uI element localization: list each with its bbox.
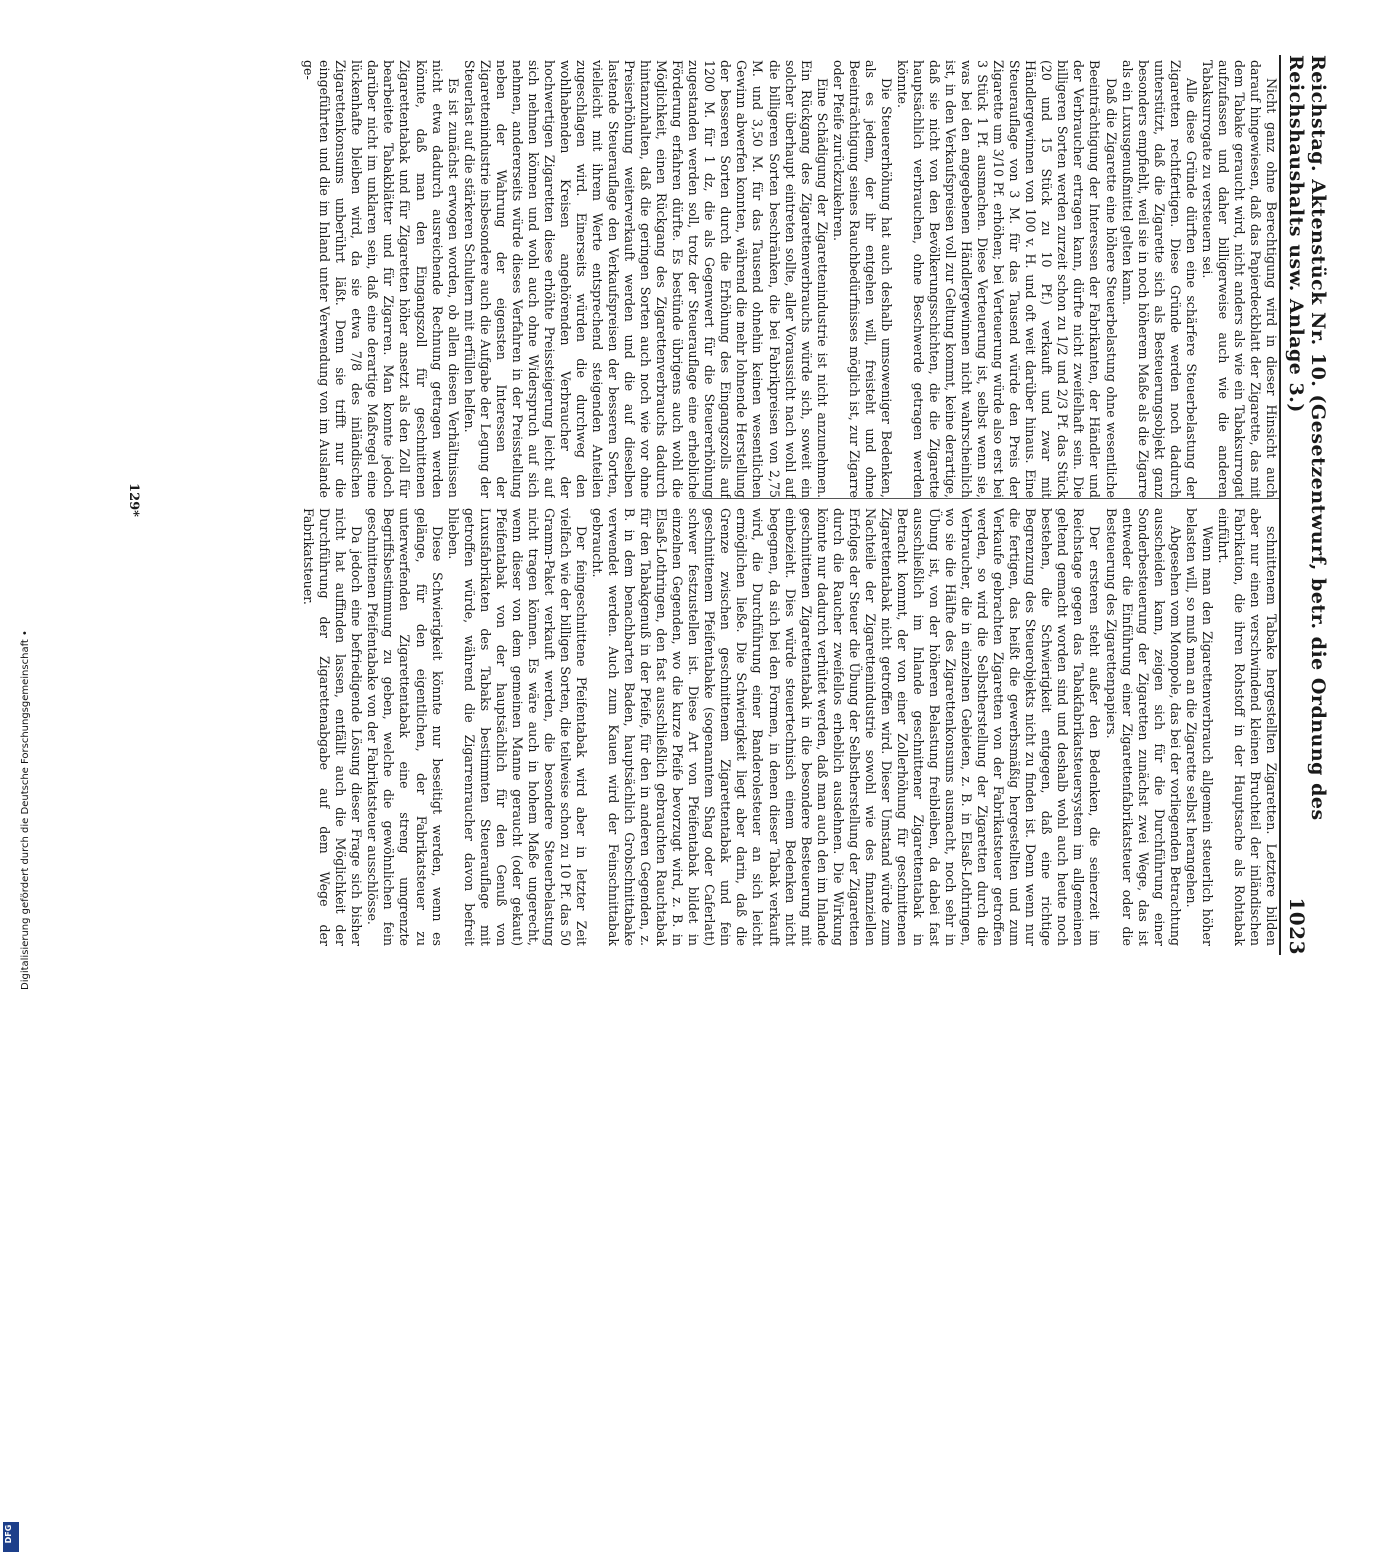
paragraph: Der ersteren steht außer den Bedenken, die seinerzeit im Reichstage gegen das Tabakfabrikatsteuersystem im allgemeinen geltend gemacht worden sind und deshalb wohl auch heute noch bestehen, die Schwierigkeit entgegen, daß eine richtige Begrenzung des Steuerobjekts nicht zu finden ist. Denn wenn nur die fertigen, das heißt die gewerbsmäßig hergestellten und zum Verkaufe gebrachten Zigaretten von der Fabrikatsteuer getroffen werden, so wird die Selbstherstellung der Zigaretten durch die Verbraucher, die in einzelnen Gebieten, z. B. in Elsaß-Lothringen, wo sie die Hälfte des Zigarettenkonsums ausmacht, noch sehr in Übung ist, von der höheren Belastung freibleiben, da dabei fast ausschließlich im Inlande geschnittener Zigarettentabak in Betracht kommt, der von einer Zollerhöhung für geschnittenen Zigarettentabak nicht getroffen wird. Dieser Umstand würde zum Nachteile der Zigarettenindustrie sowohl wie des finanziellen Erfolges der Steuer die Übung der Selbstherstellung der Zigaretten durch die Raucher zweifellos erheblich ausdehnen. Die Wirkung könnte nur dadurch verhütet werden, daß man auch den im Inlande geschnittenen Zigarettentabak in die besondere Besteuerung mit einbezieht. Dies würde steuertechnisch einem Bedenken nicht begegnen, da sich bei den Formen, in denen dieser Tabak verkauft wird, die Durchführung einer Banderolesteuer an sich leicht ermöglichen ließe. Die Schwierigkeit liegt aber darin, daß die Grenze zwischen geschnittenem Zigarettentabak und fein geschnittenem Pfeifentabake (sogenanntem Shag oder Caferlatt) schwer festzustellen ist. Diese Art von Pfeifentabak bildet in einzelnen Gegenden, wo die kurze Pfeife bevorzugt wird, z. B. in Elsaß-Lothringen, den fast ausschließlich gebrauchten Rauchtabak für den Tabakgenuß in der Pfeife, für den in anderen Gegenden, z. B. in dem benachbarten Baden, hauptsächlich Grobschnittabake verwendet werden. Auch zum Kauen wird der Feinschnittabak gebraucht. [590,508,1103,946]
page-header [1279,55,1329,955]
paragraph: Diese Schwierigkeit könnte nur beseitigt werden, wenn es gelänge, für den eigentlichen, der Fabrikatsteuer zu unterwerfenden Zigarettentabak eine streng umgrenzte Begriffsbestimmung zu geben, welche die gewöhnlichen fein geschnittenen Pfeifentabake von der Fabrikatsteuer ausschlösse. [365,508,445,946]
svg-text:DFG: DFG [4,1524,13,1544]
paragraph: Es ist zunächst erwogen worden, ob allen diesen Verhältnissen nicht etwa dadurch ausreichende Rechnung getragen werden könnte, daß man den Eingangszoll für geschnittenen Zigarettentabak und für Zigaretten höher ansetzt als den Zoll für bearbeitete Tabakblätter und für Zigarren. Man konnte jedoch darüber nicht im unklaren sein, daß eine derartige Maßregel eine lückenhafte bleiben wird, da sie etwa 7/8 des inländischen Zigarettenkonsums unberührt läßt. Denn sie trifft nur die eingeführten und die im Inland unter Verwendung von im Auslande ge- [301,60,461,498]
paragraph: Alle diese Gründe dürften eine schärfere Steuerbelastung der Zigaretten rechtfertigen. Diese Gründe werden noch dadurch unterstützt, daß die Zigarette sich als Besteuerungsobjekt ganz besonders empfiehlt, weil sie in noch höherem Maße als die Zigarre als ein Luxusgenußmittel gelten kann. [1119,60,1199,498]
page-mark: 129* [126,483,141,517]
column-divider [689,498,1279,499]
paragraph: Eine Schädigung der Zigarettenindustrie ist nicht anzunehmen. Ein Rückgang des Zigarettenverbrauchs würde sich, soweit ein solcher überhaupt eintreten sollte, aller Voraussicht nach wohl auf die billigeren Sorten beschränken, die bei Fabrikpreisen von 2,75 M. und 3,50 M. für das Tausend ohnehin keinen wesentlichen Gewinn abwerfen konnten, während die mehr lohnende Herstellung der besseren Sorten durch die Erhöhung des Eingangszolls auf 1200 M. für 1 dz, die als Gegenwert für die Steuererhöhung zugestanden werden soll, trotz der Steuerauflage eine erhebliche Förderung erfahren dürfte. Es bestünde übrigens auch wohl die Möglichkeit, einen Rückgang des Zigarettenverbrauchs dadurch hintanzuhalten, daß die geringen Sorten auch noch wie vor ohne Preiserhöhung weiterverkauft werden und die auf dieselben lastende Steuerauflage den Verkaufspreisen der besseren Sorten, vielleicht mit ihrem Werte entsprechend steigenden Anteilen zugeschlagen wird. Einerseits würden die durchweg den wohlhabenden Kreisen angehörenden Verbraucher der hochwertigen Zigaretten diese erhöhte Preissteigerung leicht auf sich nehmen können und wohl auch ohne Widerspruch auf sich nehmen, andererseits würde dieses Verfahren in der Preisstellung neben der Wahrung der eigensten Interessen der Zigarettenindustrie insbesondere auch die Aufgabe der Legung der Steuerlast auf die stärkeren Schultern mit erfüllen helfen. [461,60,830,498]
paragraph: Nicht ganz ohne Berechtigung wird in dieser Hinsicht auch darauf hingewiesen, daß das Papierdeckblatt der Zigarette, das mit dem Tabake geraucht wird, nicht anders als wie ein Tabaksurrogat aufzufassen und daher billigerweise auch wie die anderen Tabaksurrogate zu versteuern sei. [1199,60,1279,498]
credit-text: Digitalisierung gefördert durch die Deutsche Forschungsgemeinschaft • [20,630,31,990]
paragraph: Der feingeschnittene Pfeifentabak wird aber in letzter Zeit vielfach wie der billigen Sorten, die teilweise schon zu 10 Pf. das 50 Gramm-Paket verkauft werden, die besondere Steuerbelastung nicht tragen können. Es wäre auch in hohem Maße ungerecht, wenn dieser von dem gemeinen Manne geraucht (oder gekaut) Pfeifentabak von der hauptsächlich für den Genuß von Luxusfabrikaten des Tabaks bestimmten Steuerauflage mit getroffen würde, während die Zigarrenraucher davon befreit blieben. [445,508,589,946]
digitization-credit [0,560,31,1544]
paragraph: Die Steuererhöhung hat auch deshalb umsoweniger Bedenken, als es jedem, der ihr entgehen will, freisteht und ohne Beeinträchtigung seines Rauchbedürfnisses möglich ist, zur Zigarre oder Pfeife zurückzukehren. [830,60,894,498]
paragraph: Da jedoch eine befriedigende Lösung dieser Frage sich bisher nicht hat auffinden lassen, entfällt auch die Möglichkeit der Durchführung der Zigarettenabgabe auf dem Wege der Fabrikatsteuer. [301,508,365,946]
header-title: Reichstag. Aktenstück Nr. 10. (Gesetzentwurf, betr. die Ordnung des Reichshaushalts usw. Anlage 3.) [1285,55,1329,821]
paragraph: Wenn man den Zigarettenverbrauch allgemein steuerlich höher belasten will, so muß man an die Zigarette selbst herangehen. [1183,508,1215,946]
left-column [279,60,1279,498]
page-number: 1023 [1285,897,1309,955]
dfg-logo-icon [3,1522,19,1552]
right-column [279,508,1279,946]
paragraph: Daß die Zigarette eine höhere Steuerbelastung ohne wesentliche Beeinträchtigung der Interessen der Fabrikanten, der Händler und der Verbraucher ertragen kann, dürfte nicht zweifelhaft sein. Die billigeren Sorten werden zurzeit schon zu 1/2 und 2/3 Pf. das Stück (20 und 15 Stück zu 10 Pf.) verkauft und zwar mit Händlergewinnen von 100 v. H. und oft weit darüber hinaus. Eine Steuerauflage von 3 M. für das Tausend würde den Preis der Zigarette um 3/10 Pf. erhöhen; bei Verteuerung würde also erst bei 3 Stück 1 Pf. ausmachen. Diese Verteuerung ist, selbst wenn sie, was bei den angegebenen Händlergewinnen nicht wahrscheinlich ist, in den Verkaufspreisen voll zur Geltung kommt, keine derartige, daß sie nicht von den Bevölkerungsschichten, die die Zigarette hauptsächlich verbrauchen, ohne Beschwerde getragen werden könnte. [894,60,1119,498]
paragraph: Abgesehen vom Monopole, das bei der vorliegenden Betrachtung ausscheiden kann, zeigen sich für die Durchführung einer Sonderbesteuerung der Zigaretten zunächst zwei Wege, das ist entweder die Einführung einer Zigarettenfabrikatsteuer oder die Besteuerung des Zigarettenpapiers. [1103,508,1183,946]
paragraph: schnittenem Tabake hergestellten Zigaretten. Letztere bilden aber nur einen verschwindend kleinen Bruchteil der inländischen Fabrikation, die ihren Rohstoff in der Hauptsache als Rohtabak einführt. [1215,508,1279,946]
